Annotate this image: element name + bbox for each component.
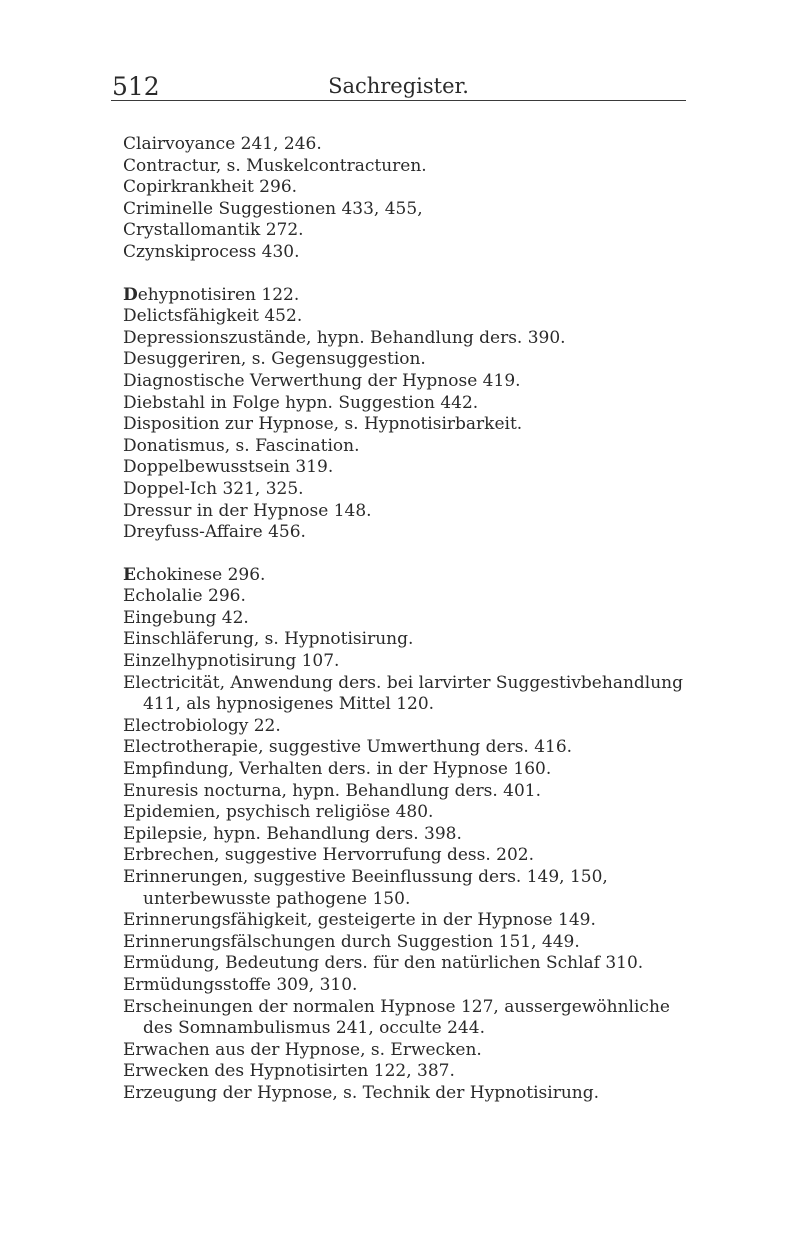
- index-entry: Clairvoyance 241, 246.: [123, 134, 322, 154]
- index-entry: Dressur in der Hypnose 148.: [123, 500, 372, 521]
- section-gap: [123, 544, 703, 565]
- index-entry: Erbrechen, suggestive Hervorrufung dess. 202.: [123, 845, 535, 866]
- index-entry: Czynskiprocess 430.: [123, 241, 300, 262]
- index-entry-text: ehypnotisiren 122.: [137, 284, 300, 305]
- index-entry: Erinnerungsfähigkeit, gesteigerte in der Hypnose 149.: [123, 910, 596, 931]
- index-entry: Echolalie 296.: [123, 586, 246, 607]
- index-entry: Erwecken des Hypnotisirten 122, 387.: [123, 1061, 455, 1082]
- index-entry: Diebstahl in Folge hypn. Suggestion 442.: [123, 392, 479, 413]
- index-entry: Ermüdungsstoffe 309, 310.: [123, 974, 358, 995]
- index-entry: Disposition zur Hypnose, s. Hypnotisirbarkeit.: [123, 414, 523, 435]
- section-gap: [123, 264, 703, 285]
- index-entry: Contractur, s. Muskelcontracturen.: [123, 155, 427, 176]
- index-entry: Criminelle Suggestionen 433, 455,: [123, 198, 423, 219]
- index-entry: Erwachen aus der Hypnose, s. Erwecken.: [123, 1039, 482, 1060]
- page-number: 512: [112, 72, 160, 101]
- index-entry: Enuresis nocturna, hypn. Behandlung ders. 401.: [123, 780, 542, 801]
- index-entry: Donatismus, s. Fascination.: [123, 435, 360, 456]
- index-section-c: [123, 134, 703, 264]
- index-entry: Electrobiology 22.: [123, 715, 281, 736]
- index-entry-first: [123, 565, 703, 587]
- index-entry: Eingebung 42.: [123, 607, 249, 628]
- page-header: [111, 66, 686, 101]
- index-entry: Dreyfuss-Affaire 456.: [123, 522, 306, 543]
- index-section-e: [123, 565, 703, 1105]
- index-entry: Einschläferung, s. Hypnotisirung.: [123, 629, 414, 650]
- index-entry: Epidemien, psychisch religiöse 480.: [123, 802, 434, 823]
- index-entry: Electricität, Anwendung ders. bei larvirter Suggestivbehandlung 411, als hypnosigenes Mittel 120.: [123, 672, 689, 715]
- index-entry: Doppel-Ich 321, 325.: [123, 478, 304, 499]
- index-entry: Ermüdung, Bedeutung ders. für den natürlichen Schlaf 310.: [123, 953, 644, 974]
- index-entry: Einzelhypnotisirung 107.: [123, 651, 340, 672]
- index-entry: Erinnerungsfälschungen durch Suggestion 151, 449.: [123, 931, 580, 952]
- page-title: Sachregister.: [328, 74, 469, 98]
- index-entry: Electrotherapie, suggestive Umwerthung ders. 416.: [123, 737, 573, 758]
- index-entry: Epilepsie, hypn. Behandlung ders. 398.: [123, 823, 462, 844]
- index-entry: Empfindung, Verhalten ders. in der Hypnose 160.: [123, 759, 552, 780]
- index-entry: Desuggeriren, s. Gegensuggestion.: [123, 349, 426, 370]
- index-entry: Erzeugung der Hypnose, s. Technik der Hypnotisirung.: [123, 1082, 600, 1103]
- index-entry: Erinnerungen, suggestive Beeinflussung ders. 149, 150, unterbewusste pathogene 150.: [123, 867, 614, 909]
- index-entry: Erscheinungen der normalen Hypnose 127, aussergewöhnliche des Somnambulismus 241, occulte 244.: [123, 996, 676, 1039]
- index-section-d: [123, 285, 703, 544]
- index-entry-first: [123, 285, 703, 307]
- index-entry-text: chokinese 296.: [135, 564, 266, 585]
- index-body: [123, 134, 703, 1105]
- index-entry: Depressionszustände, hypn. Behandlung ders. 390.: [123, 327, 566, 348]
- index-entry: Diagnostische Verwerthung der Hypnose 419.: [123, 370, 521, 391]
- index-entry: Crystallomantik 272.: [123, 220, 304, 241]
- section-initial: D: [123, 284, 138, 305]
- index-entry: Copirkrankheit 296.: [123, 177, 298, 198]
- index-entry: Doppelbewusstsein 319.: [123, 457, 334, 478]
- index-entry: Delictsfähigkeit 452.: [123, 306, 303, 327]
- section-initial: E: [123, 564, 136, 585]
